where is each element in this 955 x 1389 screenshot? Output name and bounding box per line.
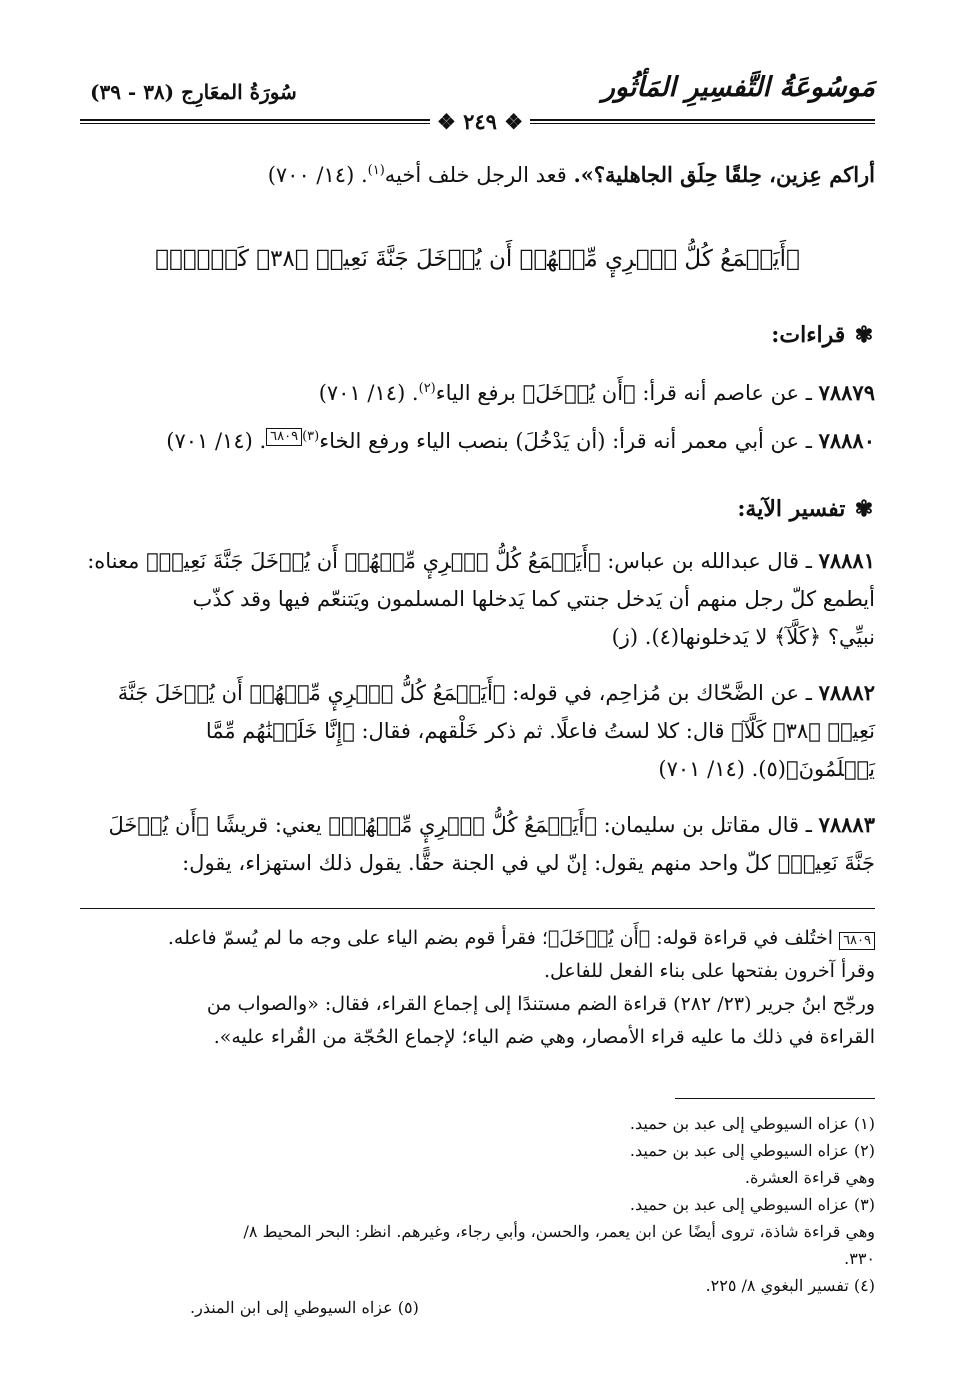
flower-icon: ✾ xyxy=(854,496,874,522)
footnote: (٥) عزاه السيوطي إلى ابن المنذر. xyxy=(190,1298,419,1317)
page-number: ❖ ٢٤٩ ❖ xyxy=(430,109,530,134)
footnote: (١) عزاه السيوطي إلى عبد بن حميد. xyxy=(629,1114,875,1133)
surah-reference: سُورَةُ المعَارِج (٣٨ - ٣٩) xyxy=(90,80,297,104)
note-marker: ٦٨٠٩ xyxy=(839,932,875,950)
section-heading-qiraat: ✾ قراءات: xyxy=(771,322,874,348)
tafsir-entry: ٧٨٨٨١ ـ قال عبدالله بن عباس: ﴿أَيَطۡمَعُ كُلُّ ٱمۡرِيٕ مِّنۡهُمۡ أَن يُدۡخَلَ جَنَّةَ نَعِيمٖ﴾ معناه: أيطمع كلّ رجل منهم أن يَدخل جنتي كما يَدخلها المسلمون ويَتنعّم فيها وقد كذّب نبيِّي؟ ﴿كَلَّآ﴾ لا يَدخلونها(٤). (ز) xyxy=(87,548,875,649)
quran-verse: ﴿أَيَطۡمَعُ كُلُّ ٱمۡرِيٕ مِّنۡهُمۡ أَن يُدۡخَلَ جَنَّةَ نَعِيمٖ ﴿٣٨﴾ كَلَّآۖ﴾ xyxy=(155,246,800,272)
footnote: (٢) عزاه السيوطي إلى عبد بن حميد. xyxy=(629,1141,875,1160)
ornament-icon: ❖ xyxy=(436,109,464,134)
flower-icon: ✾ xyxy=(854,322,874,348)
qiraat-item: ٧٨٨٧٩ ـ عن عاصم أنه قرأ: ﴿أَن يُدۡخَلَ﴾ برفع الياء$^{(٢)}$. (١٤/ ٧٠١) xyxy=(318,380,875,405)
footnote: وهي قراءة شاذة، تروى أيضًا عن ابن يعمر، والحسن، وأبي رجاء، وغيرهم. انظر: البحر المحيط ٨/ xyxy=(243,1222,875,1241)
footnote: ٣٣٠. xyxy=(844,1249,875,1268)
intro-line: أراكم عِزين، حِلقًا حِلَق الجاهلية؟». قعد الرجل خلف أخيه$^{(١)}$. (١٤/ ٧٠٠) xyxy=(267,162,875,187)
ornament-icon: ❖ xyxy=(496,109,524,134)
tafsir-entry: ٧٨٨٨٢ ـ عن الضَّحّاك بن مُزاحِم، في قوله: ﴿أَيَطۡمَعُ كُلُّ ٱمۡرِيٕ مِّنۡهُمۡ أَن يُدۡخَلَ جَنَّةَ نَعِيمٖ ﴿٣٨﴾ كَلَّآ﴾ قال: كلا لستُ فاعلًا. ثم ذكر خَلْقهم، فقال: ﴿إِنَّا خَلَقۡنَٰهُم مِّمَّا يَعۡلَمُونَ﴾(٥). (١٤/ ٧٠١) xyxy=(117,680,875,781)
editorial-note: ٦٨٠٩ اختُلف في قراءة قوله: ﴿أَن يُدۡخَلَ﴾؛ فقرأ قوم بضم الياء على وجه ما لم يُسمّ فاعله. وقرأ آخرون بفتحها على بناء الفعل للفاعل. ورجّح ابنُ جرير (٢٣/ ٢٨٢) قراءة الضم مستندًا إلى إجماع القراء، فقال: «والصواب من القراءة في ذلك ما عليه قراء الأمصار، وهي ضم الياء؛ لإجماع الحُجّة من القُراء عليه». xyxy=(167,927,875,1048)
qiraat-item: ٧٨٨٨٠ ـ عن أبي معمر أنه قرأ: (أن يَدْخُلَ) بنصب الياء ورفع الخاء$^{(٣)}$٦٨٠٩. (١٤/ ٧٠١) xyxy=(166,428,875,453)
book-title: مَوسُوعَةُ التَّفسِيرِ المَأثُور xyxy=(601,72,875,103)
footnote-separator xyxy=(675,1098,875,1099)
tafsir-entry: ٧٨٨٨٣ ـ قال مقاتل بن سليمان: ﴿أَيَطۡمَعُ كُلُّ ٱمۡرِيٕ مِّنۡهُمۡ﴾ يعني: قريشًا ﴿أَن يُدۡخَلَ جَنَّةَ نَعِيمٖ﴾ كلّ واحد منهم يقول: إنّ لي في الجنة حقًّا. يقول ذلك استهزاء، يقول: xyxy=(108,812,875,875)
section-heading-tafsir: ✾ تفسير الآية: xyxy=(737,496,874,522)
footnote: (٣) عزاه السيوطي إلى عبد بن حميد. xyxy=(629,1195,875,1214)
note-separator xyxy=(80,908,875,909)
footnote: وهي قراءة العشرة. xyxy=(744,1168,875,1187)
footnotes xyxy=(80,1110,875,1299)
footnote: (٤) تفسير البغوي ٨/ ٢٢٥. xyxy=(705,1276,875,1295)
note-marker[interactable]: ٦٨٠٩ xyxy=(266,428,302,446)
